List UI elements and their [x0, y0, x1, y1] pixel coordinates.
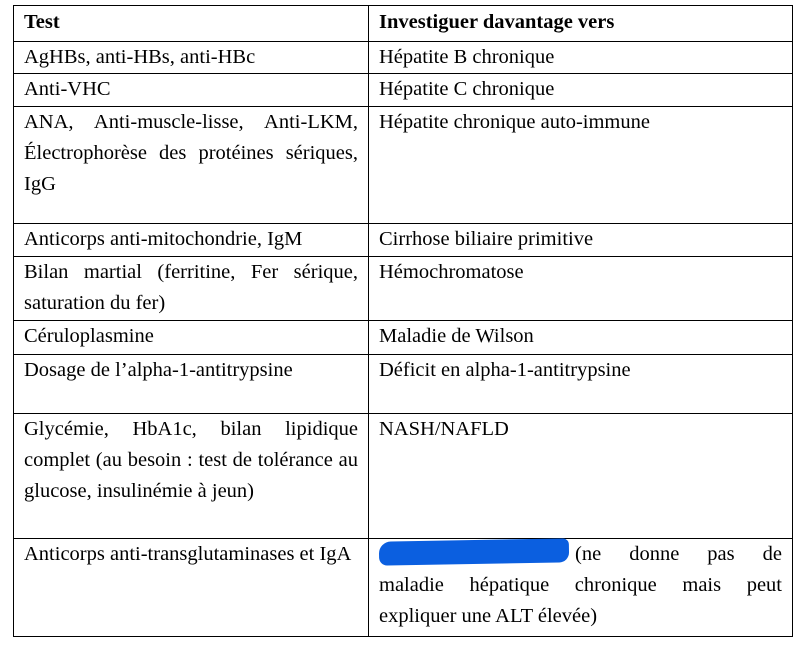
table-row — [14, 107, 793, 224]
test-cell: ANA, Anti-muscle-lisse, Anti-LKM, Électrophorèse des protéines sériques, IgG — [14, 107, 369, 224]
table-row — [14, 355, 793, 414]
target-cell: Hépatite B chronique — [369, 42, 793, 74]
target-cell: Déficit en alpha-1-antitrypsine — [369, 355, 793, 414]
target-cell: Hémochromatose — [369, 257, 793, 321]
table-row — [14, 224, 793, 257]
target-cell: Hépatite chronique auto-immune — [369, 107, 793, 224]
target-cell: NASH/NAFLD — [369, 414, 793, 539]
table-row — [14, 539, 793, 637]
test-cell: AgHBs, anti-HBs, anti-HBc — [14, 42, 369, 74]
test-cell: Anti-VHC — [14, 74, 369, 107]
target-cell: Maladie de Wilson — [369, 321, 793, 355]
test-cell: Anticorps anti-mitochondrie, IgM — [14, 224, 369, 257]
table-row — [14, 414, 793, 539]
target-cell — [369, 539, 793, 637]
diagnostic-table — [13, 5, 793, 637]
test-cell: Bilan martial (ferritine, Fer sérique, saturation du fer) — [14, 257, 369, 321]
table-row — [14, 321, 793, 355]
target-cell: Cirrhose biliaire primitive — [369, 224, 793, 257]
table-row — [14, 257, 793, 321]
redaction-mark — [379, 538, 569, 565]
table-row — [14, 74, 793, 107]
header-test: Test — [14, 6, 369, 42]
test-cell: Céruloplasmine — [14, 321, 369, 355]
table-row — [14, 42, 793, 74]
test-cell: Anticorps anti-transglutaminases et IgA — [14, 539, 369, 637]
target-cell: Hépatite C chronique — [369, 74, 793, 107]
target-note-first-line — [379, 539, 782, 570]
test-cell: Glycémie, HbA1c, bilan lipidique complet (au besoin : test de tolérance au glucose, insulinémie à jeun) — [14, 414, 369, 539]
target-note: maladie hépatique chronique mais peut expliquer une ALT élevée) — [379, 574, 782, 627]
table-header-row — [14, 6, 793, 42]
header-investigate: Investiguer davantage vers — [369, 6, 793, 42]
test-cell: Dosage de l’alpha-1-antitrypsine — [14, 355, 369, 414]
target-note-first: (ne donne pas de — [575, 543, 782, 565]
